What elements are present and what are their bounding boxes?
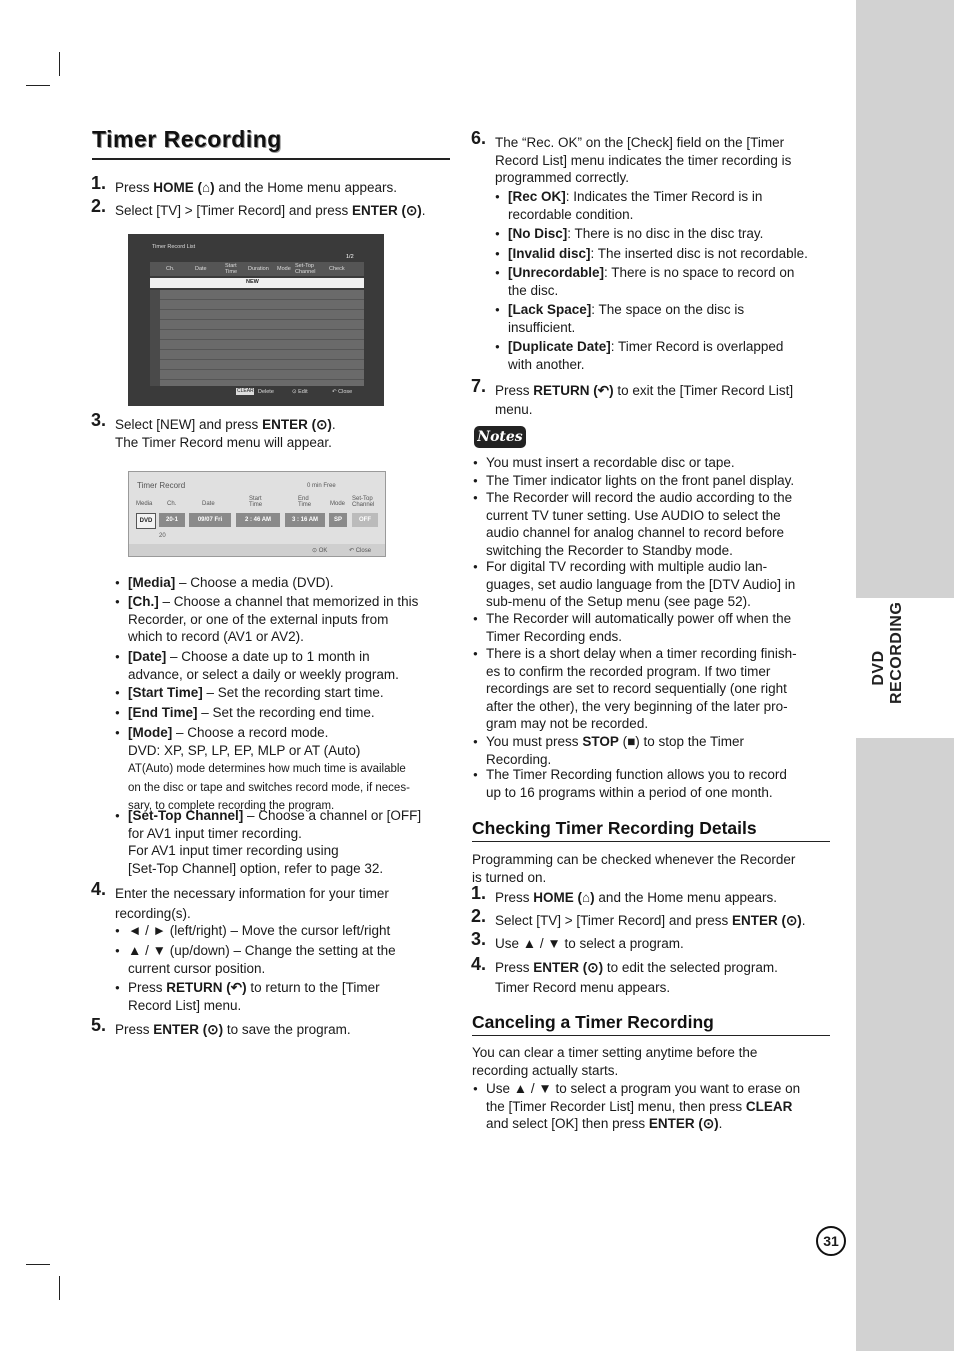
- bullet-date: ● [Date] – Choose a date up to 1 month in advance, or select a daily or weekly program.: [128, 648, 399, 683]
- media-cell: DVD: [136, 513, 156, 529]
- bullet-end-time: ● [End Time] – Set the recording end time.: [128, 704, 375, 722]
- canceling-intro: You can clear a timer setting anytime before the recording actually starts.: [472, 1045, 758, 1078]
- screen-page: 1/2: [346, 254, 354, 260]
- page-number: 31: [816, 1226, 846, 1256]
- check-step-3: 3. Use ▲ / ▼ to select a program.: [471, 929, 684, 951]
- bullet-up-down: ● ▲ / ▼ (up/down) – Change the setting at the current cursor position.: [128, 942, 396, 977]
- screen-header: Timer Record List: [152, 244, 196, 250]
- bullet-ch: ● [Ch.] – Choose a channel that memorized in this Recorder, or one of the external inputs from which to record (AV1 or AV2).: [128, 593, 418, 646]
- checking-heading: Checking Timer Recording Details: [472, 818, 757, 838]
- timer-record-screen: Timer Record 0 min Free Media Ch. Date Start Time End Time Mode Set-Top Channel DVD 20-1 09/07 Fri 2 : 46 AM 3 : 16 AM SP OFF 20 ⊙ OK ↶ Close: [128, 471, 386, 557]
- screen-empty-rows: [150, 290, 364, 386]
- bullet-lack-space: ● [Lack Space]: The space on the disc is insufficient.: [508, 301, 744, 336]
- cancel-bullet: ● Use ▲ / ▼ to select a program you want to erase on the [Timer Recorder List] menu, then press CLEAR and select [OK] then press ENTER (⊙).: [486, 1080, 800, 1133]
- bullet-return: ● Press RETURN (↶) to return to the [Timer Record List] menu.: [128, 979, 380, 1014]
- crop-mark: [59, 1276, 60, 1300]
- checking-intro: Programming can be checked whenever the Recorder is turned on.: [472, 852, 796, 885]
- step-7: 7. Press RETURN (↶) to exit the [Timer Record List] menu.: [471, 376, 794, 417]
- step-4: 4. Enter the necessary information for your timer recording(s).: [91, 879, 389, 921]
- note-item: ● The Recorder will automatically power off when the Timer Recording ends.: [486, 610, 791, 645]
- title-rule: [92, 158, 450, 160]
- step-6: 6. The “Rec. OK” on the [Check] field on the [Timer Record List] menu indicates the timer recording is programmed correctly.: [471, 128, 792, 185]
- bullet-invalid-disc: ● [Invalid disc]: The inserted disc is not recordable.: [508, 245, 808, 263]
- step-2: 2. Select [TV] > [Timer Record] and press ENTER (⊙).: [91, 196, 426, 218]
- bullet-start-time: ● [Start Time] – Set the recording start time.: [128, 684, 384, 702]
- bullet-rec-ok: ● [Rec OK]: Indicates the Timer Record is in recordable condition.: [508, 188, 762, 223]
- check-step-1: 1. Press HOME (⌂) and the Home menu appears.: [471, 883, 778, 905]
- note-item: ● The Timer Recording function allows you to record up to 16 programs within a period of one month.: [486, 766, 787, 801]
- step-3: 3. Select [NEW] and press ENTER (⊙). The Timer Record menu will appear.: [91, 410, 336, 450]
- canceling-heading: Canceling a Timer Recording: [472, 1012, 714, 1032]
- step-5: 5. Press ENTER (⊙) to save the program.: [91, 1015, 351, 1037]
- bullet-mode: ● [Mode] – Choose a record mode. DVD: XP, SP, LP, EP, MLP or AT (Auto) AT(Auto) mode determines how much time is available on the disc or tape and switches record mode, if neces- sary, to complete recording the program.: [128, 724, 410, 815]
- note-item: ● The Timer indicator lights on the front panel display.: [486, 472, 794, 490]
- bullet-unrecordable: ● [Unrecordable]: There is no space to record on the disc.: [508, 264, 794, 299]
- crop-mark: [26, 1264, 50, 1265]
- note-item: ● You must insert a recordable disc or tape.: [486, 454, 735, 472]
- note-item: ● You must press STOP (■) to stop the Timer Recording.: [486, 733, 744, 768]
- crop-mark: [26, 85, 50, 86]
- check-step-2: 2. Select [TV] > [Timer Record] and press ENTER (⊙).: [471, 906, 806, 928]
- note-item: ● For digital TV recording with multiple audio lan- guages, set audio language from the [DTV Audio] in sub-menu of the Setup menu (see page 52).: [486, 558, 795, 611]
- side-tab-label: DVD RECORDING: [870, 601, 905, 704]
- step-1: 1. Press HOME (⌂) and the Home menu appears.: [91, 173, 398, 195]
- bullet-set-top-channel: ● [Set-Top Channel] – Choose a channel or [OFF] for AV1 input timer recording. For AV1 input timer recording using [Set-Top Channel] option, refer to page 32.: [128, 807, 421, 877]
- bullet-no-disc: ● [No Disc]: There is no disc in the disc tray.: [508, 225, 763, 243]
- crop-mark: [59, 52, 60, 76]
- check-step-4: 4. Press ENTER (⊙) to edit the selected program. Timer Record menu appears.: [471, 954, 778, 995]
- timer-record-list-screen: Timer Record List 1/2 Ch. Date Start Time Duration Mode Set-Top Channel Check NEW CLEAR Delete ⊙ Edit ↶ Close: [128, 234, 384, 406]
- bullet-left-right: ● ◄ / ► (left/right) – Move the cursor left/right: [128, 922, 390, 940]
- bullet-media: ● [Media] – Choose a media (DVD).: [128, 574, 334, 592]
- notes-badge: Notes: [474, 426, 526, 448]
- bullet-duplicate-date: ● [Duplicate Date]: Timer Record is overlapped with another.: [508, 338, 783, 373]
- note-item: ● There is a short delay when a timer recording finish- es to confirm the recorded program. If two timer recordings are set to record sequentially (one right after the other), the very beginning of the later pro- gram may not be recorded.: [486, 645, 797, 733]
- page-title: Timer Recording: [92, 126, 282, 152]
- note-item: ● The Recorder will record the audio according to the current TV tuner setting. Use AUDIO to select the audio channel for analog channel to record before switching the Recorder to Standby mode.: [486, 489, 792, 559]
